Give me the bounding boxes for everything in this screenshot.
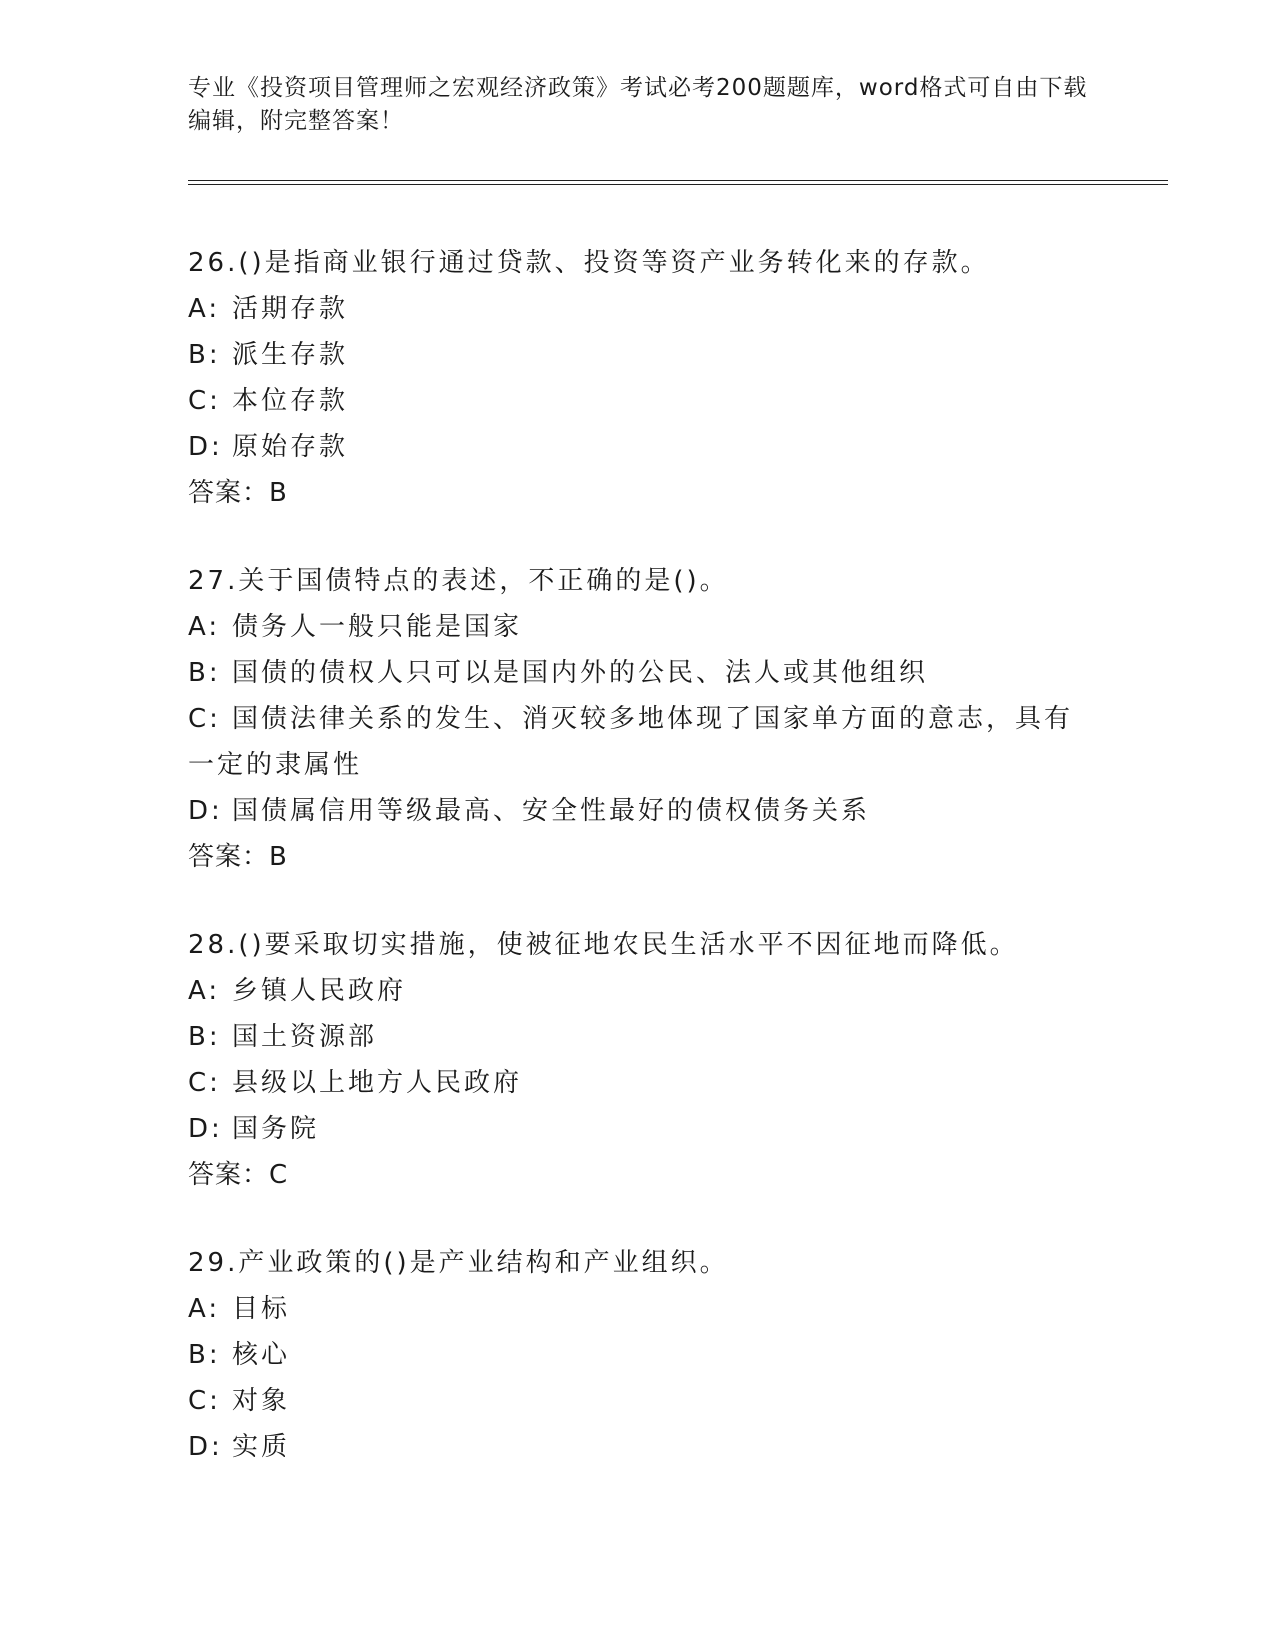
option-text: 国土资源部: [232, 1022, 378, 1052]
option-text: 县级以上地方人民政府: [232, 1068, 523, 1098]
answer-option: [188, 1424, 1088, 1470]
answer-option: [188, 378, 1088, 424]
answer-option: [188, 424, 1088, 470]
option-letter: A:: [188, 976, 221, 1006]
option-letter: D:: [188, 1432, 223, 1462]
option-letter: D:: [188, 1114, 223, 1144]
option-text: 本位存款: [232, 386, 349, 416]
answer-key: 答案：C: [188, 1160, 289, 1190]
question-block: [188, 240, 1088, 516]
option-text: 债务人一般只能是国家: [232, 612, 523, 642]
answer-option: [188, 286, 1088, 332]
answer-option: [188, 788, 1088, 834]
option-letter: C:: [188, 1386, 221, 1416]
answer-option: [188, 1332, 1088, 1378]
option-letter: C:: [188, 1068, 221, 1098]
answer-option: [188, 1014, 1088, 1060]
option-text: 乡镇人民政府: [232, 976, 407, 1006]
answer-option: [188, 1106, 1088, 1152]
answer-option: [188, 332, 1088, 378]
answer-option: [188, 1286, 1088, 1332]
option-text: 派生存款: [232, 340, 349, 370]
question-block: [188, 1240, 1088, 1470]
question-list: [188, 240, 1088, 1512]
option-text: 实质: [232, 1432, 291, 1462]
header-rule-top: [188, 180, 1168, 181]
option-letter: C:: [188, 386, 221, 416]
option-text: 国债的债权人只可以是国内外的公民、法人或其他组织: [232, 658, 929, 688]
option-text: 原始存款: [232, 432, 349, 462]
answer-option: [188, 1378, 1088, 1424]
question-stem: 28.()要采取切实措施，使被征地农民生活水平不因征地而降低。: [188, 930, 1019, 960]
answer-option: [188, 968, 1088, 1014]
option-letter: B:: [188, 1022, 221, 1052]
option-text: 核心: [232, 1340, 291, 1370]
option-text: 国债属信用等级最高、安全性最好的债权债务关系: [232, 796, 871, 826]
option-text: 目标: [232, 1294, 291, 1324]
answer-option: [188, 650, 1088, 696]
option-text: 对象: [232, 1386, 291, 1416]
option-text: 国债法律关系的发生、消灭较多地体现了国家单方面的意志，具有一定的隶属性: [188, 704, 1074, 780]
answer-option: [188, 604, 1088, 650]
option-letter: C:: [188, 704, 221, 734]
option-text: 国务院: [232, 1114, 320, 1144]
question-block: [188, 922, 1088, 1198]
option-letter: A:: [188, 294, 221, 324]
question-stem: 27.关于国债特点的表述，不正确的是()。: [188, 566, 729, 596]
option-letter: B:: [188, 658, 221, 688]
header-rule-bottom: [188, 184, 1168, 185]
option-letter: D:: [188, 432, 223, 462]
answer-key: 答案：B: [188, 478, 288, 508]
question-stem: 26.()是指商业银行通过贷款、投资等资产业务转化来的存款。: [188, 248, 990, 278]
option-letter: A:: [188, 612, 221, 642]
option-letter: D:: [188, 796, 223, 826]
option-text: 活期存款: [232, 294, 349, 324]
answer-option: [188, 696, 1088, 788]
answer-option: [188, 1060, 1088, 1106]
document-header: 专业《投资项目管理师之宏观经济政策》考试必考200题题库，word格式可自由下载编辑，附完整答案！: [188, 75, 1088, 134]
option-letter: B:: [188, 1340, 221, 1370]
question-block: [188, 558, 1088, 880]
option-letter: B:: [188, 340, 221, 370]
option-letter: A:: [188, 1294, 221, 1324]
answer-key: 答案：B: [188, 842, 288, 872]
question-stem: 29.产业政策的()是产业结构和产业组织。: [188, 1248, 729, 1278]
